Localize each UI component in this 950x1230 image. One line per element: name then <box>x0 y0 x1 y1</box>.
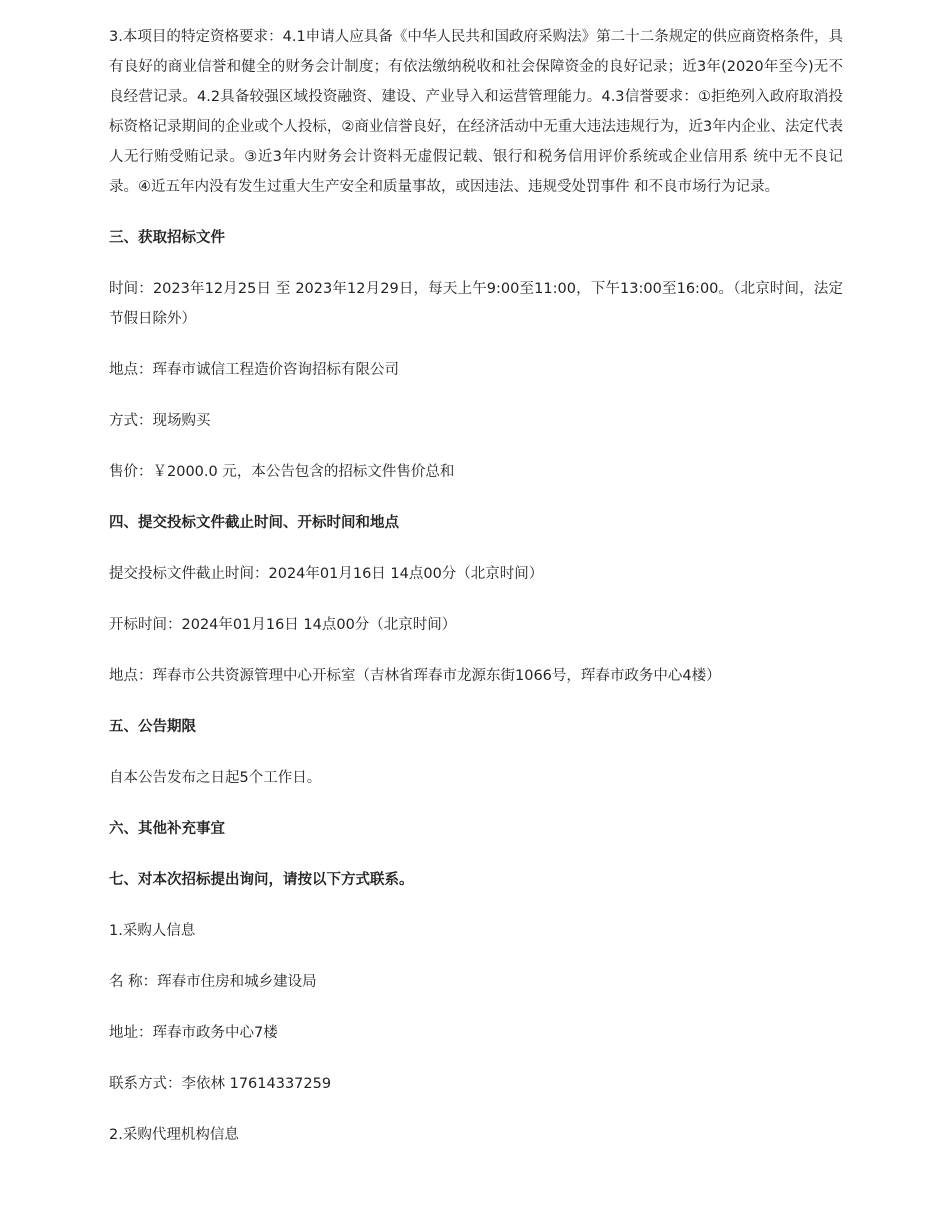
section-heading-notice-period: 五、公告期限 <box>109 719 196 735</box>
purchaser-address: 地址：珲春市政务中心7楼 <box>109 1025 278 1041</box>
purchaser-name: 名 称：珲春市住房和城乡建设局 <box>109 974 317 990</box>
section-heading-other-matters: 六、其他补充事宜 <box>109 821 225 837</box>
bid-opening-place: 地点：珲春市公共资源管理中心开标室（吉林省珲春市龙源东街1066号，珲春市政务中心4楼） <box>109 668 721 684</box>
obtain-place: 地点：珲春市诚信工程造价咨询招标有限公司 <box>109 362 399 378</box>
obtain-time: 时间：2023年12月25日 至 2023年12月29日，每天上午9:00至11:00，下午13:00至16:00。（北京时间，法定节假日除外） <box>109 281 843 327</box>
obtain-method: 方式：现场购买 <box>109 413 211 429</box>
section-heading-submission: 四、提交投标文件截止时间、开标时间和地点 <box>109 515 399 531</box>
document-content <box>109 22 843 1150</box>
document-price: 售价：￥2000.0 元，本公告包含的招标文件售价总和 <box>109 464 455 480</box>
section-heading-obtain-documents: 三、获取招标文件 <box>109 230 225 246</box>
section-heading-contact: 七、对本次招标提出询问，请按以下方式联系。 <box>109 872 414 888</box>
notice-period-text: 自本公告发布之日起5个工作日。 <box>109 770 322 786</box>
purchaser-contact: 联系方式：李依林 17614337259 <box>109 1076 332 1092</box>
qualification-paragraph: 3.本项目的特定资格要求：4.1申请人应具备《中华人民共和国政府采购法》第二十二条规定的供应商资格条件，具有良好的商业信誉和健全的财务会计制度；有依法缴纳税收和社会保障资金的良好记录；近3年(2020年至今)无不良经营记录。4.2具备较强区域投资融资、建设、产业导入和运营管理能力。4.3信誉要求：①拒绝列入政府取消投标资格记录期间的企业或个人投标，②商业信誉良好，在经济活动中无重大违法违规行为，近3年内企业、法定代表人无行贿受贿记录。③近3年内财务会计资料无虚假记载、银行和税务信用评价系统或企业信用系 统中无不良记录。④近五年内没有发生过重大生产安全和质量事故，或因违法、违规受处罚事件 和不良市场行为记录。 <box>109 29 843 195</box>
submission-deadline: 提交投标文件截止时间：2024年01月16日 14点00分（北京时间） <box>109 566 544 582</box>
purchaser-info-title: 1.采购人信息 <box>109 923 196 939</box>
bid-opening-time: 开标时间：2024年01月16日 14点00分（北京时间） <box>109 617 457 633</box>
agency-info-title: 2.采购代理机构信息 <box>109 1127 239 1143</box>
